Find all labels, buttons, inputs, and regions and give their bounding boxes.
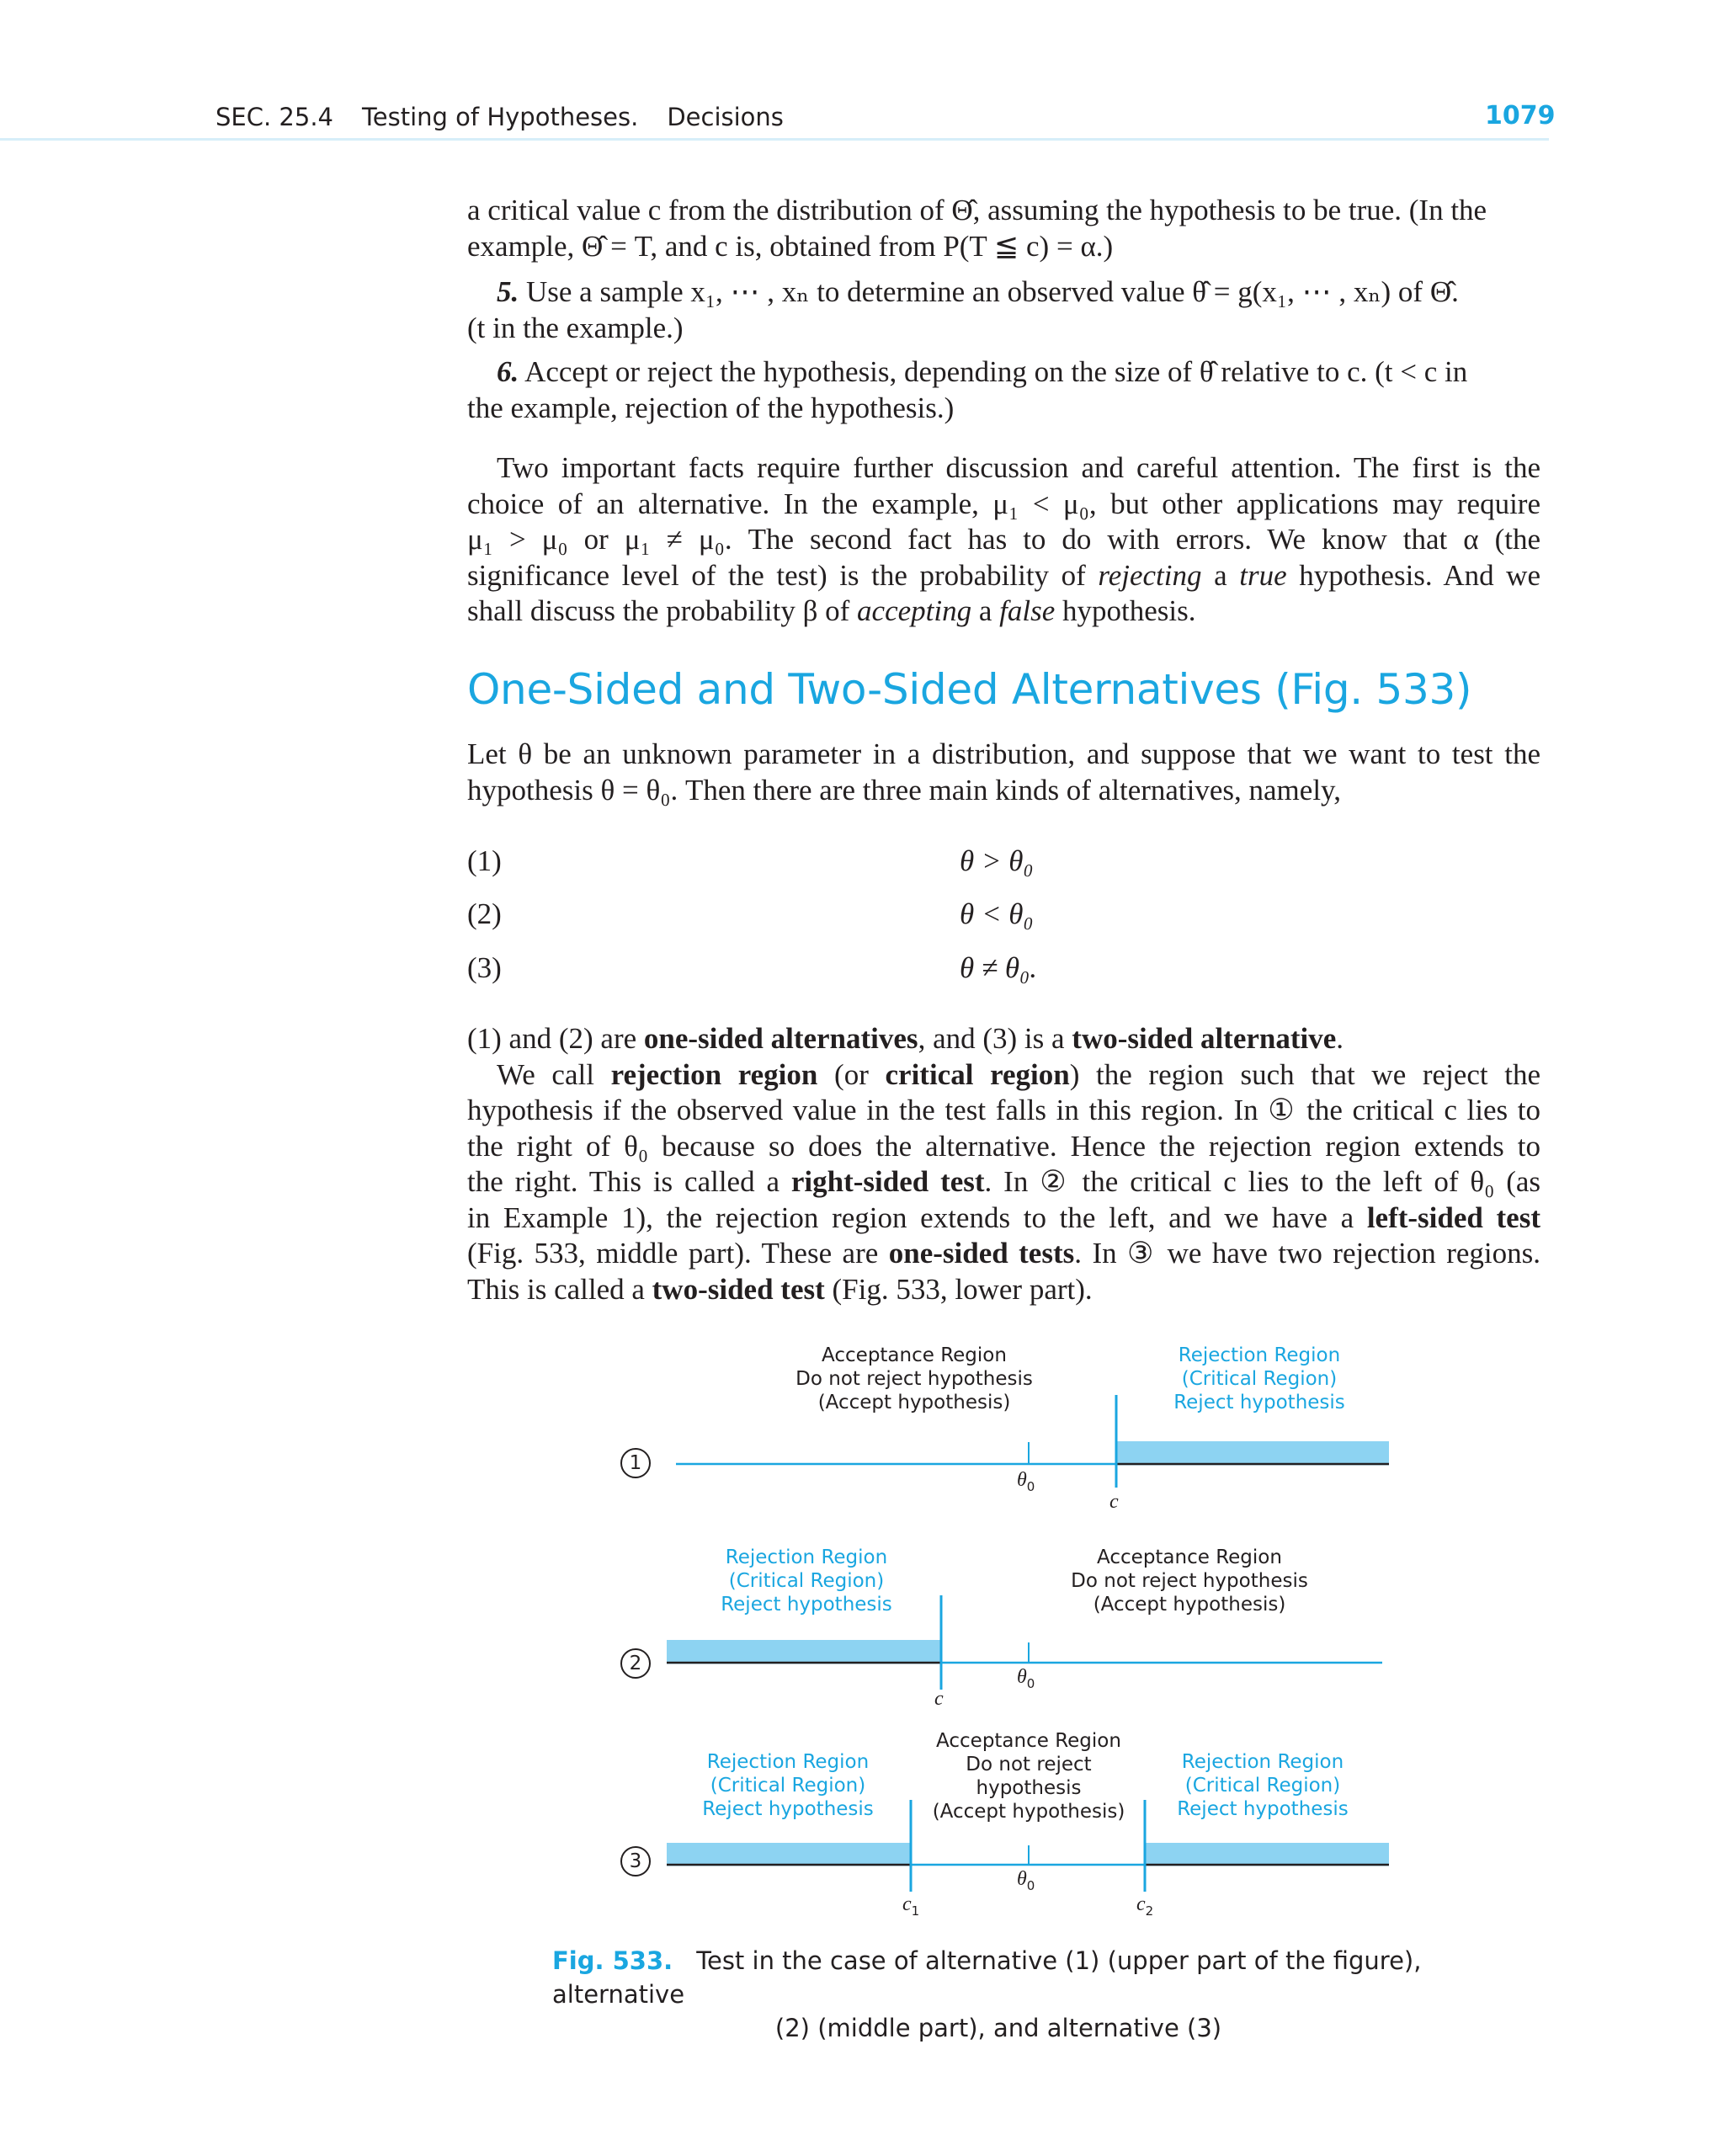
panel-1-acceptance-label [788, 1344, 1040, 1414]
running-head-title [216, 103, 812, 131]
equation-number: (2) [467, 897, 502, 930]
caption-text-2: (2) (middle part), and alternative (3) [774, 2014, 1222, 2042]
panel-2-c-label: c [934, 1688, 944, 1710]
panel-3-rejection-band-right [1145, 1843, 1389, 1865]
para-text: . In ② the critical c lies to the left of θ₀ (as [984, 1165, 1541, 1198]
caption-label: Fig. 533. [552, 1946, 673, 1975]
facts-emph: false [999, 594, 1056, 627]
facts-line-4 [467, 558, 1540, 594]
label-line: Reject hypothesis [1177, 1798, 1349, 1820]
facts-text: hypothesis. [1055, 594, 1196, 627]
panel-1-rejection-band [1116, 1441, 1389, 1464]
section-intro-line-2: hypothesis θ = θ₀. Then there are three main kinds of alternatives, namely, [467, 773, 1342, 807]
section-intro [467, 737, 1540, 808]
page-number: 1079 [1485, 101, 1556, 130]
rejection-line-4 [467, 1164, 1540, 1200]
label-line: Reject hypothesis [1173, 1392, 1345, 1413]
panel-3-rejection-label-right [1162, 1750, 1364, 1821]
bold-term: critical region [885, 1057, 1070, 1091]
c-subscript: 1 [911, 1903, 920, 1919]
facts-emph: rejecting [1098, 558, 1202, 592]
facts-text: significance level of the test) is the probability of [467, 558, 1099, 592]
header-rule [0, 138, 1549, 141]
section-intro-line-1: Let θ be an unknown parameter in a distribution, and suppose that we want to test the [467, 737, 1540, 770]
para-text: . [1336, 1022, 1344, 1055]
label-line: Do not reject [966, 1754, 1092, 1775]
panel-2-acceptance-label [1063, 1546, 1316, 1616]
equation-expression: θ > θ₀ [960, 844, 1034, 877]
panel-1-rejection-label [1158, 1344, 1360, 1414]
facts-text: shall discuss the probability β of [467, 594, 858, 627]
label-line: Rejection Region [1178, 1344, 1341, 1366]
para-text: , and (3) is a [918, 1022, 1072, 1055]
equation-expression: θ < θ₀ [960, 897, 1034, 930]
bold-term: two-sided alternative [1072, 1022, 1337, 1055]
theta-symbol: θ [1017, 1868, 1027, 1890]
rejection-line-5 [467, 1200, 1540, 1237]
caption-text-1: Test in the case of alternative (1) (upper part of the figure), alternative [552, 1946, 1422, 2009]
label-line: (Accept hypothesis) [932, 1801, 1125, 1823]
equation-1 [467, 844, 1540, 882]
label-line: Acceptance Region [936, 1730, 1121, 1752]
bold-term: right-sided test [790, 1165, 985, 1198]
para-text: ) the region such that we reject the [1069, 1057, 1541, 1091]
theta-subscript: 0 [1026, 1877, 1035, 1893]
c-symbol: c [1136, 1893, 1146, 1915]
section-heading: One-Sided and Two-Sided Alternatives (Fig. 533) [467, 665, 1472, 714]
section-title-head: Testing of Hypotheses. [362, 103, 639, 131]
theta-subscript: 0 [1026, 1675, 1035, 1691]
running-head [0, 0, 1724, 143]
panel-1-number: 1 [620, 1448, 651, 1478]
figure-diagram [589, 1343, 1431, 1932]
label-line: hypothesis [976, 1777, 1082, 1799]
facts-paragraph [467, 450, 1540, 630]
label-line: Reject hypothesis [702, 1798, 874, 1820]
label-line: Reject hypothesis [721, 1594, 892, 1616]
para-text: (1) and (2) are [467, 1022, 644, 1055]
bold-term: left-sided test [1366, 1200, 1540, 1234]
para-text: We call [497, 1057, 611, 1091]
para-text: This is called a [467, 1272, 652, 1306]
rejection-line-3: the right of θ₀ because so does the alternative. Hence the rejection region extends to [467, 1129, 1540, 1163]
step-5 [467, 274, 1540, 346]
label-line: (Critical Region) [728, 1570, 885, 1592]
step-5-text: Use a sample x₁, ⋯ , xₙ to determine an observed value θ̂ = g(x₁, ⋯ , xₙ) of Θ̂. [526, 275, 1459, 308]
rejection-line-7 [467, 1272, 1540, 1308]
alternatives-line [467, 1021, 1540, 1057]
para-text: (Fig. 533, lower part). [824, 1272, 1093, 1306]
rejection-line-1 [467, 1057, 1540, 1094]
intro-line-1: a critical value c from the distribution of Θ̂, assuming the hypothesis to be true. (In the [467, 194, 1487, 226]
label-line: Do not reject hypothesis [1071, 1570, 1308, 1592]
panel-3-rejection-label-left [687, 1750, 889, 1821]
rejection-line-6 [467, 1236, 1540, 1272]
equation-number: (1) [467, 844, 502, 877]
para-text: in Example 1), the rejection region extends to the left, and we have a [467, 1200, 1367, 1234]
step-6-number: 6. [497, 355, 519, 388]
panel-3-theta0-label [1017, 1868, 1035, 1893]
facts-text: hypothesis. And we [1286, 558, 1540, 592]
panel-3-acceptance-label [932, 1729, 1125, 1823]
panel-2-rejection-label [705, 1546, 907, 1616]
facts-emph: accepting [857, 594, 972, 627]
label-line: Rejection Region [706, 1751, 870, 1773]
facts-line-3: μ₁ > μ₀ or μ₁ ≠ μ₀. The second fact has to do with errors. We know that α (the [467, 523, 1540, 556]
label-line: (Accept hypothesis) [817, 1392, 1011, 1413]
figure-533 [589, 1343, 1431, 1932]
panel-1-c-label: c [1109, 1491, 1119, 1513]
intro-paragraph [467, 193, 1540, 264]
rejection-line-2: hypothesis if the observed value in the test falls in this region. In ① the critical c lies to [467, 1094, 1540, 1126]
facts-line-2: choice of an alternative. In the example, μ₁ < μ₀, but other applications may require [467, 487, 1540, 520]
label-line: Acceptance Region [1097, 1546, 1282, 1568]
facts-text: a [1201, 558, 1240, 592]
theta-subscript: 0 [1026, 1478, 1035, 1494]
label-line: (Critical Region) [1181, 1368, 1338, 1390]
label-line: Do not reject hypothesis [795, 1368, 1033, 1390]
para-text: the right. This is called a [467, 1165, 791, 1198]
facts-emph: true [1239, 558, 1287, 592]
figure-caption [552, 1944, 1478, 2045]
step-6-text: Accept or reject the hypothesis, depending on the size of θ̂ relative to c. (t < c in [524, 355, 1468, 388]
section-number: SEC. 25.4 [216, 103, 333, 131]
panel-2-theta0-label [1017, 1666, 1035, 1691]
facts-text: a [971, 594, 1000, 627]
intro-line-2: example, Θ̂ = T, and c is, obtained from P(T ≦ c) = α.) [467, 229, 1114, 263]
label-line: Acceptance Region [822, 1344, 1007, 1366]
equation-3 [467, 951, 1540, 989]
panel-3-c2-label [1136, 1893, 1153, 1919]
panel-3-number: 3 [620, 1846, 651, 1877]
para-text: . In ③ we have two rejection regions. [1074, 1237, 1540, 1270]
step-6 [467, 354, 1540, 426]
theta-symbol: θ [1017, 1666, 1027, 1688]
para-text: (or [817, 1057, 886, 1091]
bold-term: rejection region [610, 1057, 818, 1091]
step-6-text-2: the example, rejection of the hypothesis.) [467, 391, 955, 424]
label-line: Rejection Region [1181, 1751, 1344, 1773]
panel-1-theta0-label [1017, 1469, 1035, 1494]
bold-term: one-sided tests [888, 1237, 1075, 1270]
step-5-number: 5. [497, 275, 519, 308]
label-line: (Critical Region) [710, 1775, 866, 1797]
para-text: (Fig. 533, middle part). These are [467, 1237, 889, 1270]
section-subtitle-head: Decisions [667, 103, 784, 131]
equation-2 [467, 897, 1540, 935]
label-line: (Accept hypothesis) [1093, 1594, 1286, 1616]
bold-term: two-sided test [652, 1272, 825, 1306]
panel-2-number: 2 [620, 1648, 651, 1679]
facts-line-1: Two important facts require further discussion and careful attention. The first is the [497, 451, 1540, 484]
panel-3-rejection-band-left [667, 1843, 911, 1865]
equation-number: (3) [467, 951, 502, 984]
label-line: Rejection Region [725, 1546, 888, 1568]
step-5-text-2: (t in the example.) [467, 311, 684, 344]
panel-3-c1-label [902, 1893, 919, 1919]
facts-line-5 [467, 594, 1540, 630]
alternatives-paragraph [467, 1021, 1540, 1307]
panel-2-rejection-band [667, 1640, 941, 1663]
bold-term: one-sided alternatives [643, 1022, 918, 1055]
c-subscript: 2 [1145, 1903, 1154, 1919]
theta-symbol: θ [1017, 1469, 1027, 1491]
c-symbol: c [902, 1893, 912, 1915]
label-line: (Critical Region) [1184, 1775, 1341, 1797]
equation-expression: θ ≠ θ₀. [960, 951, 1038, 984]
